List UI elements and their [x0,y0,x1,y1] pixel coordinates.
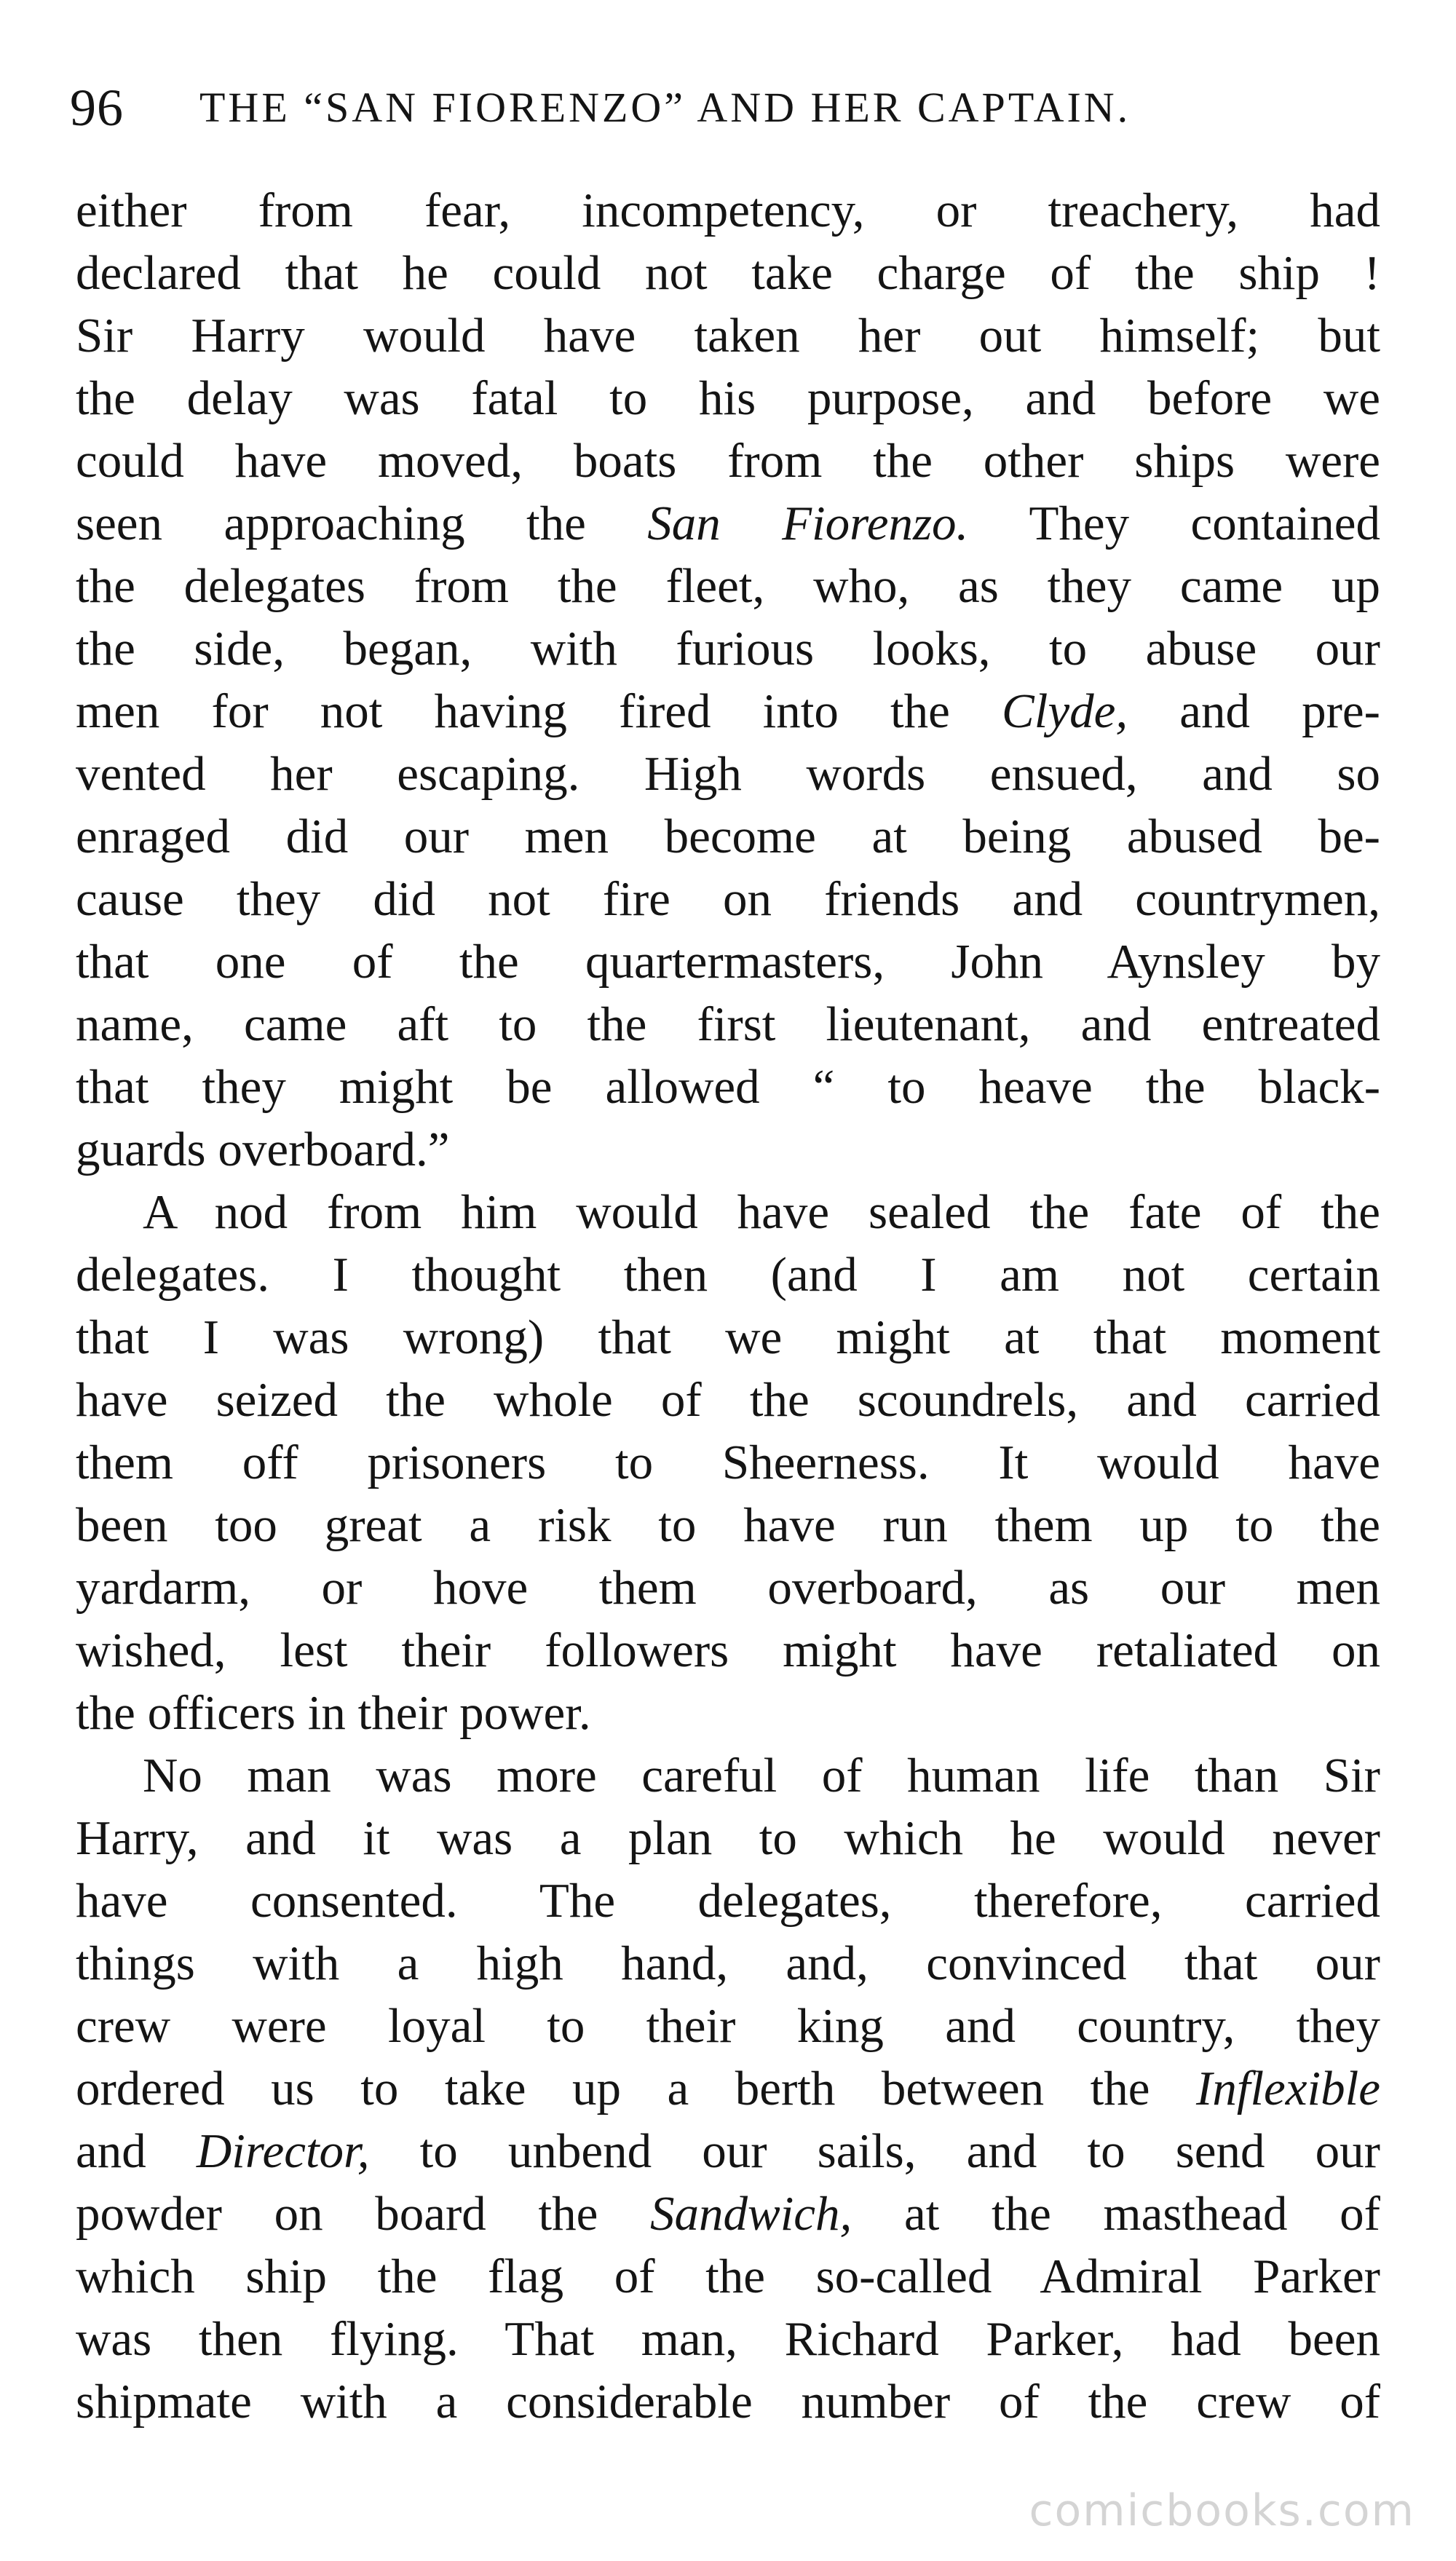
text-line [76,1118,1380,1181]
text-line [76,1995,1380,2057]
text-line [76,1494,1380,1556]
text-line [76,2245,1380,2308]
text-line [76,304,1380,367]
text-segment: and pre- [1128,684,1380,738]
text-segment: the delegates from the fleet, who, as they came up [76,559,1380,613]
text-segment: cause they did not fire on friends and countrymen, [76,872,1380,926]
text-segment: and [76,2124,197,2178]
text-segment: vented her escaping. High words ensued, and so [76,747,1380,801]
text-segment: Harry, and it was a plan to which he would never [76,1811,1380,1865]
text-line [76,555,1380,617]
text-line [76,1306,1380,1369]
text-line [76,179,1380,242]
text-line [76,1807,1380,1869]
text-line [76,242,1380,304]
text-segment: crew were loyal to their king and country, they [76,1999,1380,2053]
text-segment: enraged did our men become at being abused be- [76,810,1380,863]
text-line [76,1056,1380,1118]
text-segment: to unbend our sails, and to send our [369,2124,1380,2178]
text-segment: which ship the flag of the so-called Admiral Parker [76,2249,1380,2303]
italic-text: Clyde, [1002,684,1128,738]
text-line [76,1932,1380,1995]
italic-text: San Fiorenzo. [647,496,969,550]
text-segment: was then flying. That man, Richard Parker, had been [76,2312,1380,2366]
text-line [76,1869,1380,1932]
text-line [76,2182,1380,2245]
text-line [76,492,1380,555]
text-segment: yardarm, or hove them overboard, as our men [76,1561,1380,1615]
text-segment: things with a high hand, and, convinced that our [76,1936,1380,1990]
text-line [76,1431,1380,1494]
page-number: 96 [70,79,124,137]
text-line [76,1243,1380,1306]
text-segment: that they might be allowed “ to heave the black- [76,1060,1380,1114]
text-segment: guards overboard.” [76,1123,450,1176]
text-segment: wished, lest their followers might have retaliated on [76,1623,1380,1677]
text-segment: have seized the whole of the scoundrels, and carried [76,1373,1380,1427]
text-segment: ordered us to take up a berth between the [76,2062,1197,2115]
text-line [76,2057,1380,2120]
text-segment: the delay was fatal to his purpose, and before we [76,371,1380,425]
text-line [76,2308,1380,2370]
text-segment: No man was more careful of human life than Sir [143,1749,1380,1802]
running-header [70,64,1380,151]
text-segment: delegates. I thought then (and I am not certain [76,1248,1380,1302]
text-segment: either from fear, incompetency, or treachery, had [76,183,1380,237]
text-line [76,1369,1380,1431]
text-line [76,1181,1380,1243]
text-segment: shipmate with a considerable number of the crew of [76,2375,1380,2429]
text-segment: A nod from him would have sealed the fate of the [143,1185,1380,1239]
text-segment: been too great a risk to have run them up to the [76,1498,1380,1552]
text-segment: men for not having fired into the [76,684,1002,738]
text-line [76,2370,1380,2433]
text-line [76,1682,1380,1744]
text-segment: seen approaching the [76,496,648,550]
watermark: comicbooks.com [1029,2485,1415,2536]
text-line [76,680,1380,743]
text-line [76,617,1380,680]
text-line [76,805,1380,868]
text-segment: name, came aft to the first lieutenant, and entreated [76,997,1380,1051]
text-line [76,2120,1380,2182]
text-segment: have consented. The delegates, therefore, carried [76,1874,1380,1928]
text-segment: at the masthead of [852,2187,1380,2241]
text-line [76,1744,1380,1807]
text-line [76,743,1380,805]
text-line [76,430,1380,492]
text-line [76,993,1380,1056]
text-line [76,930,1380,993]
text-line [76,1619,1380,1682]
text-segment: declared that he could not take charge of the ship ! [76,246,1380,300]
italic-text: Director, [196,2124,370,2178]
text-line [76,868,1380,930]
text-segment: the side, began, with furious looks, to abuse our [76,622,1380,676]
text-segment: Sir Harry would have taken her out himself; but [76,309,1380,363]
text-segment: They contained [968,496,1380,550]
text-segment: that one of the quartermasters, John Aynsley by [76,935,1380,989]
italic-text: Sandwich, [650,2187,852,2241]
text-segment: the officers in their power. [76,1686,591,1740]
text-segment: could have moved, boats from the other ships were [76,434,1380,488]
text-segment: that I was wrong) that we might at that moment [76,1310,1380,1364]
italic-text: Inflexible [1196,2062,1380,2115]
running-head-title: THE “SAN FIORENZO” AND HER CAPTAIN. [199,84,1131,131]
text-line [76,367,1380,430]
body-text [76,179,1380,2433]
text-segment: powder on board the [76,2187,650,2241]
text-segment: them off prisoners to Sheerness. It would have [76,1436,1380,1489]
text-line [76,1556,1380,1619]
